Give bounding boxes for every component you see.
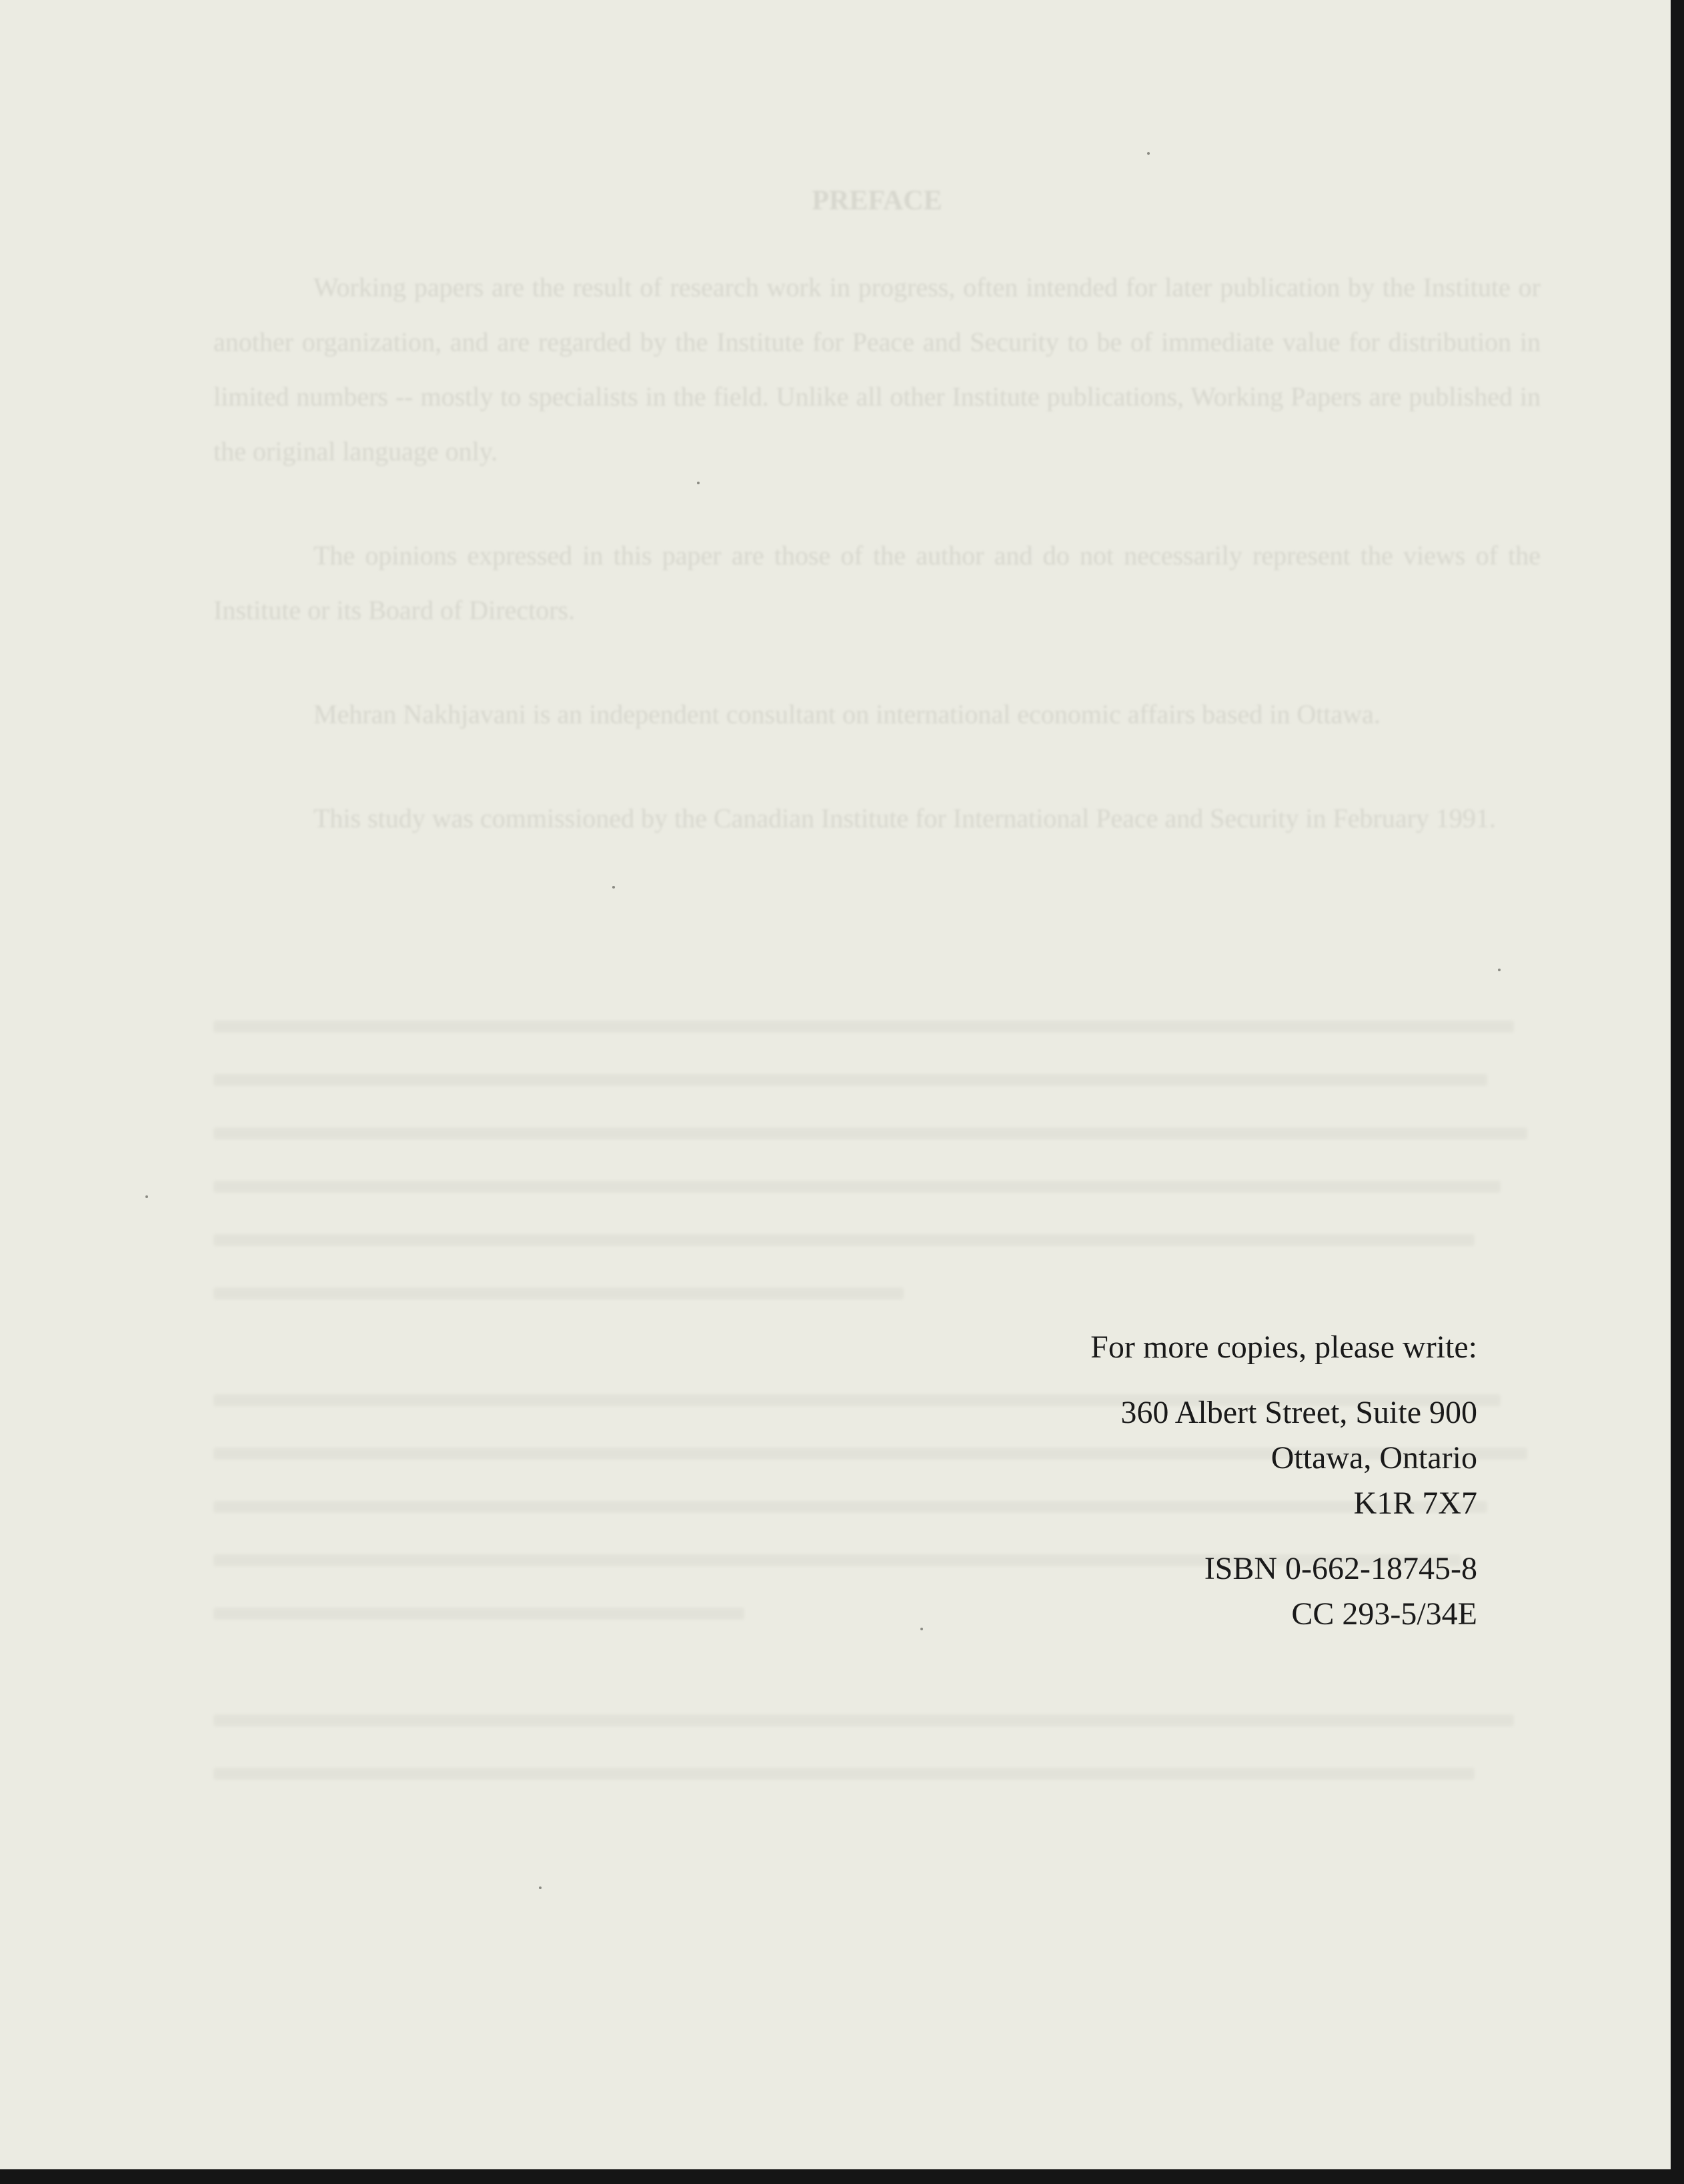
address-line: 360 Albert Street, Suite 900 [1120, 1395, 1477, 1430]
show-through-paragraph: Working papers are the result of research work in progress, often intended for later publication by the Institute or another organization, and are regarded by the Institute for Peace and Security to be of immediate value for distribution in limited numbers -- mostly to specialists in the field. Unlike all other Institute publications, Working Papers are published in the original language only. [213, 272, 1541, 466]
address-line: K1R 7X7 [1353, 1486, 1477, 1521]
address-line: Ottawa, Ontario [1271, 1440, 1477, 1476]
paper-speck [1147, 152, 1150, 155]
mailing-address [1090, 1390, 1477, 1526]
show-through-paragraph: This study was commissioned by the Canadian Institute for International Peace and Security in February 1991. [313, 803, 1496, 833]
paper-speck [1498, 969, 1501, 971]
paper-speck [612, 886, 615, 889]
paper-speck [920, 1628, 923, 1630]
paper-speck [145, 1195, 148, 1198]
publication-codes [1090, 1546, 1477, 1637]
catalogue-number: CC 293-5/34E [1291, 1596, 1477, 1632]
isbn-number: ISBN 0-662-18745-8 [1204, 1551, 1477, 1586]
contact-heading: For more copies, please write: [1090, 1329, 1477, 1365]
show-through-title: PREFACE [812, 185, 942, 216]
show-through-paragraph: The opinions expressed in this paper are those of the author and do not necessarily represent the views of the Institute or its Board of Directors. [213, 540, 1541, 625]
show-through-paragraph: Mehran Nakhjavani is an independent consultant on international economic affairs based in Ottawa. [313, 699, 1381, 729]
paper-speck [697, 482, 700, 484]
scan-edge-right [1671, 0, 1684, 2184]
scan-edge-bottom [0, 2169, 1684, 2184]
show-through-text [213, 173, 1541, 895]
contact-block [1090, 1325, 1477, 1657]
paper-speck [539, 1886, 542, 1889]
